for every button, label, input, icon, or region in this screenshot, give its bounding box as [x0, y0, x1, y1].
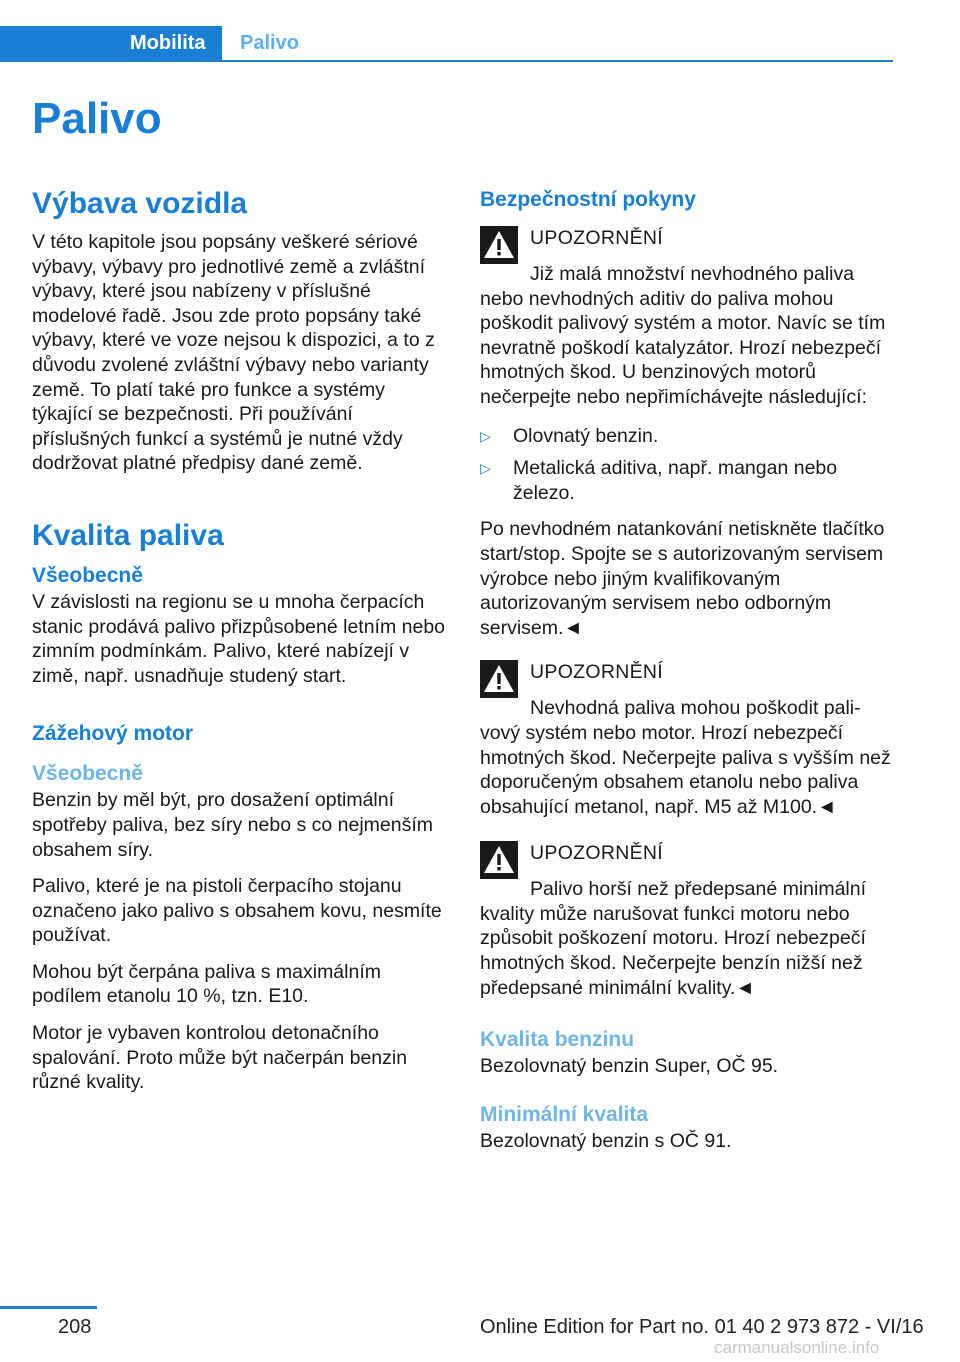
- subheading-vseobecne-2: Všeobecně: [32, 762, 143, 786]
- heading-zazehovy-motor: Zážehový motor: [32, 722, 194, 746]
- paragraph-vybava: V této kapitole jsou popsány veškeré sériové výbavy, výbavy pro jednotlivé země a zvláštní výbavy, které jsou nabízeny v příslušné modelové řadě. Jsou zde proto popsány také výbavy, které ve voze nejsou k dispozici, a to z důvodu zvolené zvláštní výbavy nebo varianty země. To platí také pro funkce a systémy týkající se bezpečnosti. Při používání příslušných funkcí a systémů je nutné vždy dodržovat platné předpisy dané země.: [32, 231, 435, 475]
- paragraph-kvalita-benzinu: Bezolovnatý benzin Super, OČ 95.: [480, 1055, 779, 1078]
- warning-block-3: [480, 841, 895, 1000]
- heading-vybava-vozidla: Výbava vozidla: [32, 187, 248, 220]
- warning-text-first: Nevhodná paliva mohou poškodit pali-: [530, 697, 861, 720]
- tab-section-mobilita[interactable]: Mobilita: [0, 26, 222, 60]
- warning-triangle-icon: [480, 841, 518, 879]
- heading-kvalita-paliva: Kvalita paliva: [32, 518, 224, 552]
- header-divider: [0, 60, 893, 62]
- warning-triangle-icon: [480, 660, 518, 698]
- left-column: [32, 186, 447, 1107]
- warning-text: vový systém nebo motor. Hrozí nebezpečí hmotných škod. Nečerpejte paliva s vyšším než doporučeným obsahem etanolu nebo paliva obsahující metanol, např. M5 až M100.◄: [480, 721, 891, 818]
- header-bar: [0, 26, 893, 62]
- paragraph-minimalni-kvalita: Bezolovnatý benzin s OČ 91.: [480, 1129, 732, 1152]
- warning-block-2: [480, 660, 895, 819]
- heading-kvalita-benzinu: Kvalita benzinu: [480, 1028, 635, 1052]
- triangle-bullet-icon: ▷: [480, 427, 491, 444]
- warning-text-first: Již malá množství nevhodného paliva: [530, 263, 855, 285]
- subheading-vseobecne-1: Všeobecně: [32, 563, 143, 587]
- footer-divider: [0, 1306, 97, 1309]
- page-title: Palivo: [32, 94, 162, 143]
- tab-topic-palivo[interactable]: Palivo: [240, 32, 299, 54]
- right-column: [480, 186, 895, 1165]
- paragraph-start-stop: Po nevhodném natankování netiskněte tlačítko start/stop. Spojte se s autorizovaným servisem výrobce nebo jiným kvalifikovaným autorizovaným servisem nebo odborným servisem.◄: [480, 518, 885, 639]
- list-item: ▷ Olovnatý benzin.: [480, 424, 659, 447]
- warning-title: UPOZORNĚNÍ: [530, 842, 664, 865]
- paragraph-benzin-sira: Benzin by měl být, pro dosažení optimální spotřeby paliva, bez síry nebo s co nejmenším obsahem síry.: [32, 789, 434, 861]
- warning-triangle-icon: [480, 226, 518, 264]
- watermark: carmanualsonline.info: [714, 1338, 880, 1357]
- warning-title: UPOZORNĚNÍ: [530, 227, 664, 249]
- edition-note: Online Edition for Part no. 01 40 2 973 872 - VI/16: [480, 1316, 924, 1338]
- warning-text-first: Palivo horší než předepsané minimální: [530, 878, 867, 901]
- heading-minimalni-kvalita: Minimální kvalita: [480, 1102, 649, 1126]
- warning-block-1: [480, 226, 895, 410]
- warning-text: kvality může narušovat funkci motoru nebo způsobit poškození motoru. Hrozí nebezpečí hmotných škod. Nečerpejte benzín nižší než předepsané minimální kvality.◄: [480, 902, 866, 999]
- bullet-list: [480, 424, 895, 506]
- paragraph-etanol: Mohou být čerpána paliva s maximálním podílem etanolu 10 %, tzn. E10.: [32, 960, 381, 1008]
- page-number: 208: [58, 1316, 92, 1338]
- list-item: ▷ Metalická aditiva, např. mangan nebo železo.: [480, 457, 838, 504]
- heading-bezpecnostni-pokyny: Bezpečnostní pokyny: [480, 188, 696, 211]
- warning-title: UPOZORNĚNÍ: [530, 661, 664, 684]
- triangle-bullet-icon: ▷: [480, 460, 491, 477]
- paragraph-palivo-kov: Palivo, které je na pistoli čerpacího stojanu označeno jako palivo s obsahem kovu, nesmíte používat.: [32, 875, 442, 947]
- paragraph-detonace: Motor je vybaven kontrolou detonačního spalování. Proto může být načerpán benzin různé kvality.: [32, 1022, 408, 1094]
- paragraph-kvalita-paliva: V závislosti na regionu se u mnoha čerpacích stanic prodává palivo přizpůsobené letním nebo zimním podmínkám. Palivo, které nabízejí v zimě, např. usnadňuje studený start.: [32, 590, 446, 687]
- warning-text: nebo nevhodných aditiv do paliva mohou poškodit palivový systém a motor. Navíc se tím nevratně poškodí katalyzátor. Hrozí nebezpečí hmotných škod. U benzinových motorů nečerpejte nebo nepřimíchávejte následující:: [480, 287, 886, 408]
